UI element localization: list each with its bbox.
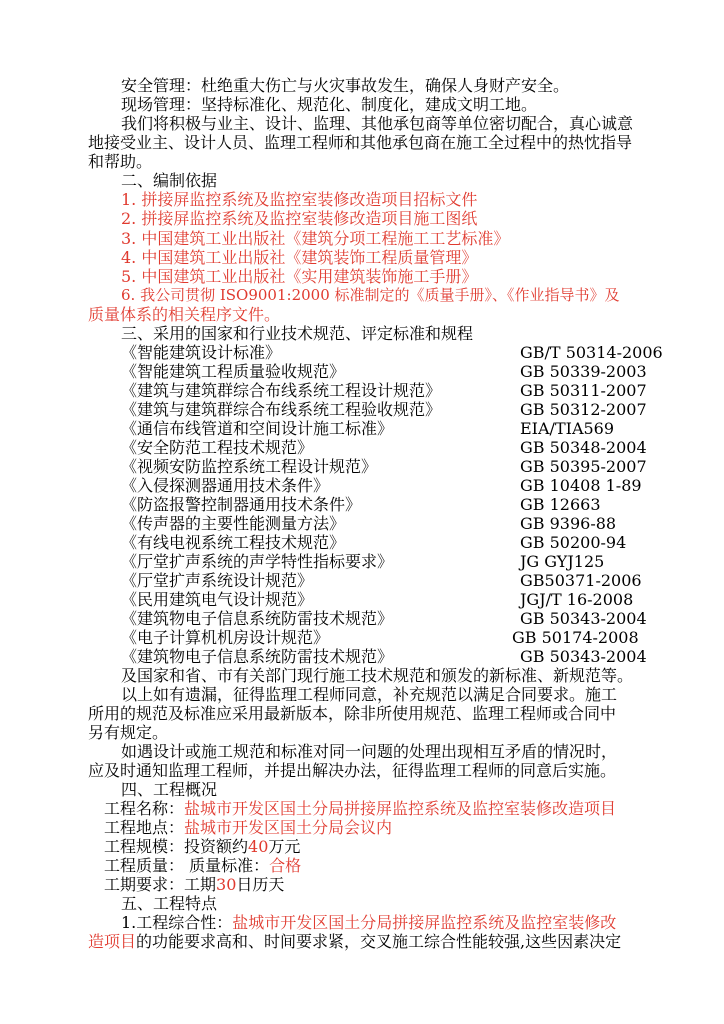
basis-item-6-line1: 6. 我公司贯彻 ISO9001:2000 标准制定的《质量手册》、《作业指导书》及 — [121, 286, 620, 304]
standard-name: 《厅堂扩声系统的声学特性指标要求》 — [121, 552, 394, 571]
standard-name: 《通信布线管道和空间设计施工标准》 — [121, 419, 394, 438]
standard-code: GB 50343-2004 — [520, 647, 647, 666]
project-scale-value: 40 — [248, 837, 269, 856]
project-period-row — [104, 875, 284, 894]
standard-name: 《民用建筑电气设计规范》 — [121, 590, 314, 609]
omission-paragraph-line3: 另有规定。 — [88, 723, 169, 742]
project-name-row — [104, 799, 616, 818]
project-name-label: 工程名称： — [104, 799, 185, 818]
conflict-paragraph-line1: 如遇设计或施工规范和标准对同一问题的处理出现相互矛盾的情况时， — [121, 742, 618, 761]
project-quality-row — [104, 856, 301, 875]
basis-item — [121, 286, 620, 305]
cooperation-paragraph-line1: 我们将积极与业主、设计、监理、其他承包商等单位密切配合，真心诚意 — [121, 114, 634, 133]
project-period-value: 30 — [216, 875, 237, 894]
cooperation-paragraph-line3: 和帮助。 — [88, 152, 153, 171]
standard-code: GB 12663 — [520, 495, 601, 514]
standard-code: GB 50395-2007 — [520, 457, 647, 476]
standard-code: GB 10408 1-89 — [520, 476, 642, 495]
standard-name: 《视频安防监控系统工程设计规范》 — [121, 457, 378, 476]
standard-name: 《入侵探测器通用技术条件》 — [121, 476, 330, 495]
omission-paragraph-line2: 所用的规范及标准应采用最新版本，除非所使用规范、监理工程师或合同中 — [88, 704, 617, 723]
basis-item: 3. 中国建筑工业出版社《建筑分项工程施工工艺标准》 — [121, 229, 510, 248]
project-location-label: 工程地点： — [104, 818, 185, 837]
standard-name: 《建筑与建筑群综合布线系统工程设计规范》 — [121, 381, 442, 400]
safety-management-line: 安全管理：杜绝重大伤亡与火灾事故发生，确保人身财产安全。 — [121, 76, 570, 95]
cooperation-paragraph-line2: 地接受业主、设计人员、监理工程师和其他承包商在施工全过程中的热忱指导 — [88, 133, 633, 152]
standard-code: GB 50311-2007 — [520, 381, 647, 400]
standard-code: GB 50348-2004 — [520, 438, 647, 457]
standard-name: 《有线电视系统工程技术规范》 — [121, 533, 346, 552]
standard-name: 《安全防范工程技术规范》 — [121, 438, 314, 457]
project-period-label: 工期要求：工期 — [104, 875, 217, 894]
standard-code: GB 50312-2007 — [520, 400, 647, 419]
standard-name: 《智能建筑设计标准》 — [121, 343, 282, 362]
section-heading-features: 五、工程特点 — [121, 894, 218, 913]
project-scale-unit: 万元 — [268, 837, 301, 856]
standard-code: GB 50339-2003 — [520, 362, 647, 381]
standard-code: JG GYJ125 — [520, 552, 605, 571]
standard-name: 《建筑与建筑群综合布线系统工程验收规范》 — [121, 400, 442, 419]
standard-code: JGJ/T 16-2008 — [520, 590, 634, 609]
national-standards-note: 及国家和省、市有关部门现行施工技术规范和颁发的新标准、新规范等。 — [121, 666, 634, 685]
standard-code: EIA/TIA569 — [520, 419, 615, 438]
project-quality-label: 工程质量： 质量标准： — [104, 856, 270, 875]
project-name-value: 盐城市开发区国土分局拼接屏监控系统及监控室装修改造项目 — [184, 799, 617, 818]
feature-item-1-project-name: 盐城市开发区国土分局拼接屏监控系统及监控室装修改 — [232, 913, 617, 932]
feature-item-1-project-name-cont: 造项目 — [88, 932, 137, 951]
section-heading-basis: 二、编制依据 — [121, 171, 218, 190]
standard-name: 《建筑物电子信息系统防雷技术规范》 — [121, 647, 394, 666]
standard-code: GB 9396-88 — [520, 514, 617, 533]
feature-item-1-line2 — [88, 932, 621, 951]
basis-item: 4. 中国建筑工业出版社《建筑装饰工程质量管理》 — [121, 248, 478, 267]
project-quality-value: 合格 — [269, 856, 302, 875]
basis-item: 1. 拼接屏监控系统及监控室装修改造项目招标文件 — [121, 190, 478, 209]
site-management-line: 现场管理：坚持标准化、规范化、制度化，建成文明工地。 — [121, 95, 538, 114]
section-heading-overview: 四、工程概况 — [121, 780, 218, 799]
standard-name: 《建筑物电子信息系统防雷技术规范》 — [121, 609, 394, 628]
standard-name: 《传声器的主要性能测量方法》 — [121, 514, 346, 533]
project-location-row — [104, 818, 392, 837]
omission-paragraph-line1: 以上如有遗漏，征得监理工程师同意，补充规范以满足合同要求。施工 — [121, 685, 618, 704]
section-heading-standards: 三、采用的国家和行业技术规范、评定标准和规程 — [121, 324, 474, 343]
project-scale-row — [104, 837, 300, 856]
basis-item: 2. 拼接屏监控系统及监控室装修改造项目施工图纸 — [121, 209, 478, 228]
standard-code: GB50371-2006 — [520, 571, 642, 590]
project-location-value: 盐城市开发区国土分局会议内 — [184, 818, 393, 837]
feature-item-1-text: 的功能要求高和、时间要求紧，交叉施工综合性能较强,这些因素决定 — [136, 932, 622, 951]
basis-item: 5. 中国建筑工业出版社《实用建筑装饰施工手册》 — [121, 267, 478, 286]
standard-name: 《厅堂扩声系统设计规范》 — [121, 571, 314, 590]
feature-item-1-label: 1.工程综合性： — [121, 913, 233, 932]
standard-code: GB 50343-2004 — [520, 609, 647, 628]
standard-name: 《防盗报警控制器通用技术条件》 — [121, 495, 362, 514]
standard-code: GB/T 50314-2006 — [520, 343, 663, 362]
project-period-unit: 日历天 — [236, 875, 285, 894]
basis-item-6-line2: 质量体系的相关程序文件。 — [88, 305, 281, 324]
standard-code: GB 50174-2008 — [512, 628, 639, 647]
feature-item-1-line1 — [121, 913, 616, 932]
project-scale-label: 工程规模：投资额约 — [104, 837, 249, 856]
standard-code: GB 50200-94 — [520, 533, 627, 552]
standard-name: 《智能建筑工程质量验收规范》 — [121, 362, 346, 381]
standard-name: 《电子计算机机房设计规范》 — [121, 628, 330, 647]
conflict-paragraph-line2: 应及时通知监理工程师，并提出解决办法，征得监理工程师的同意后实施。 — [88, 761, 617, 780]
